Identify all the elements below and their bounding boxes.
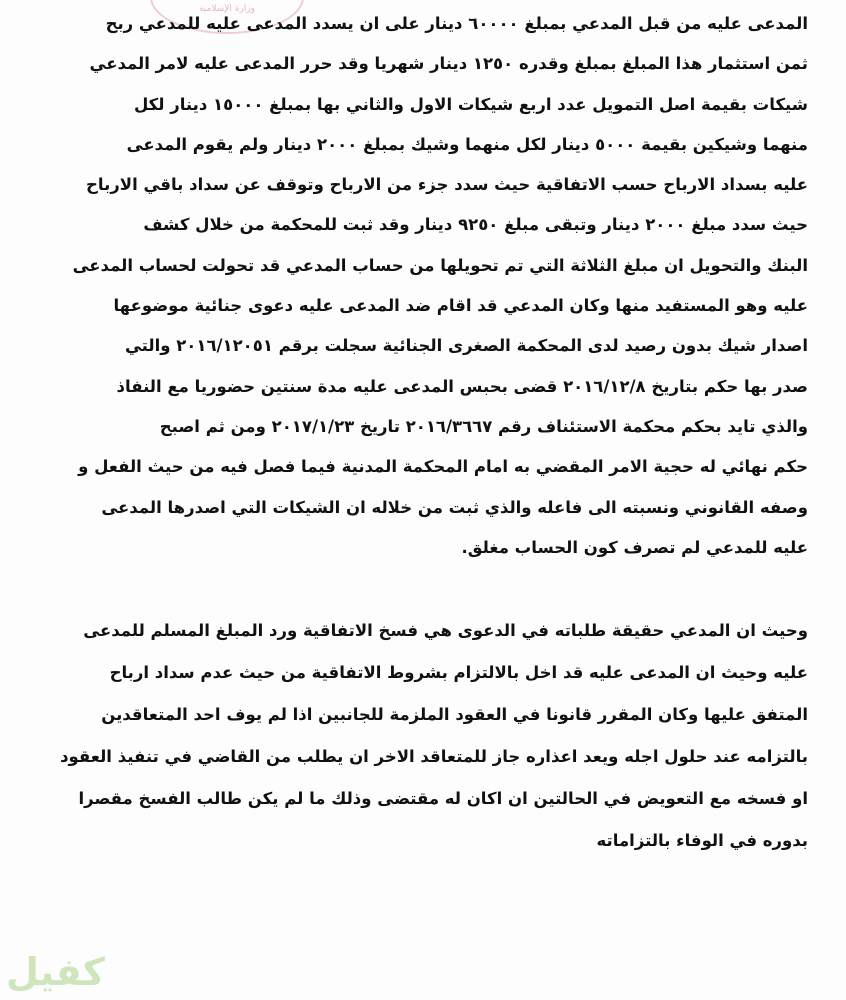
watermark-logo: كفيل <box>6 950 105 994</box>
text-line: او فسخه مع التعويض في الحالتين ان اكان له مقتضى وذلك ما لم يكن طالب الفسخ مقصرا <box>78 789 808 808</box>
text-line: وحيث ان المدعي حقيقة طلباته في الدعوى هي فسخ الاتفاقية ورد المبلغ المسلم للمدعى <box>83 621 808 640</box>
text-line: عليه وهو المستفيد منها وكان المدعي قد اقام ضد المدعى عليه دعوى جنائية موضوعها <box>113 296 808 316</box>
text-line: حكم نهائي له حجية الامر المقضي به امام المحكمة المدنية فيما فصل فيه من حيث الفعل و <box>78 457 808 477</box>
stamp-text: وزارة الإسلامية <box>198 4 256 14</box>
text-line: عليه بسداد الارباح حسب الاتفاقية حيث سدد جزء من الارباح وتوقف عن سداد باقي الارباح <box>86 175 808 195</box>
text-line: عليه للمدعي لم تصرف كون الحساب مغلق. <box>461 537 808 557</box>
text-line: صدر بها حكم بتاريخ ٢٠١٦/١٢/٨ قضى بحبس المدعى عليه مدة سنتين حضوريا مع النفاذ <box>116 376 808 396</box>
text-line: بالتزامه عند حلول اجله ويعد اعذاره جاز للمتعاقد الاخر ان يطلب من القاضي في تنفيذ العقود <box>60 747 808 766</box>
text-line: المتفق عليها وكان المقرر قانونا في العقود الملزمة للجانبين اذا لم يوف احد المتعاقدين <box>101 705 808 724</box>
text-line: حيث سدد مبلغ ٢٠٠٠ دينار وتبقى مبلغ ٩٢٥٠ دينار وقد ثبت للمحكمة من خلال كشف <box>143 215 808 235</box>
text-line: شيكات بقيمة اصل التمويل عدد اربع شيكات الاول والثاني بها بمبلغ ١٥٠٠٠ دينار لكل <box>133 94 808 114</box>
text-line: اصدار شيك بدون رصيد لدى المحكمة الصغرى الجنائية سجلت برقم ٢٠١٦/١٢٠٥١ والتي <box>124 336 808 356</box>
paragraph-2 <box>38 610 808 862</box>
text-line: وصفه القانوني ونسبته الى فاعله والذي ثبت من خلاله ان الشيكات التي اصدرها المدعى <box>101 497 808 517</box>
text-line: عليه وحيث ان المدعى عليه قد اخل بالالتزام بشروط الاتفاقية من حيث عدم سداد ارباح <box>109 663 808 682</box>
text-line: منهما وشيكين بقيمة ٥٠٠٠ دينار لكل منهما وشيك بمبلغ ٢٠٠٠ دينار ولم يقوم المدعى <box>126 134 808 154</box>
text-line: المدعى عليه من قبل المدعي بمبلغ ٦٠٠٠٠ دينار على ان يسدد المدعى عليه للمدعي ربح <box>105 14 808 33</box>
text-line: بدوره في الوفاء بالتزاماته <box>596 831 808 850</box>
text-line: البنك والتحويل ان مبلغ الثلاثة التي تم تحويلها من حساب المدعي قد تحولت لحساب المدعى <box>72 255 808 275</box>
text-line: والذي تايد بحكم محكمة الاستئناف رقم ٢٠١٦/٣٦٦٧ تاريخ ٢٠١٧/١/٢٣ ومن ثم اصبح <box>159 416 808 436</box>
paragraph-1 <box>38 4 808 568</box>
text-line: ثمن استثمار هذا المبلغ بمبلغ وقدره ١٢٥٠ دينار شهريا وقد حرر المدعى عليه لامر المدعي <box>89 54 808 74</box>
